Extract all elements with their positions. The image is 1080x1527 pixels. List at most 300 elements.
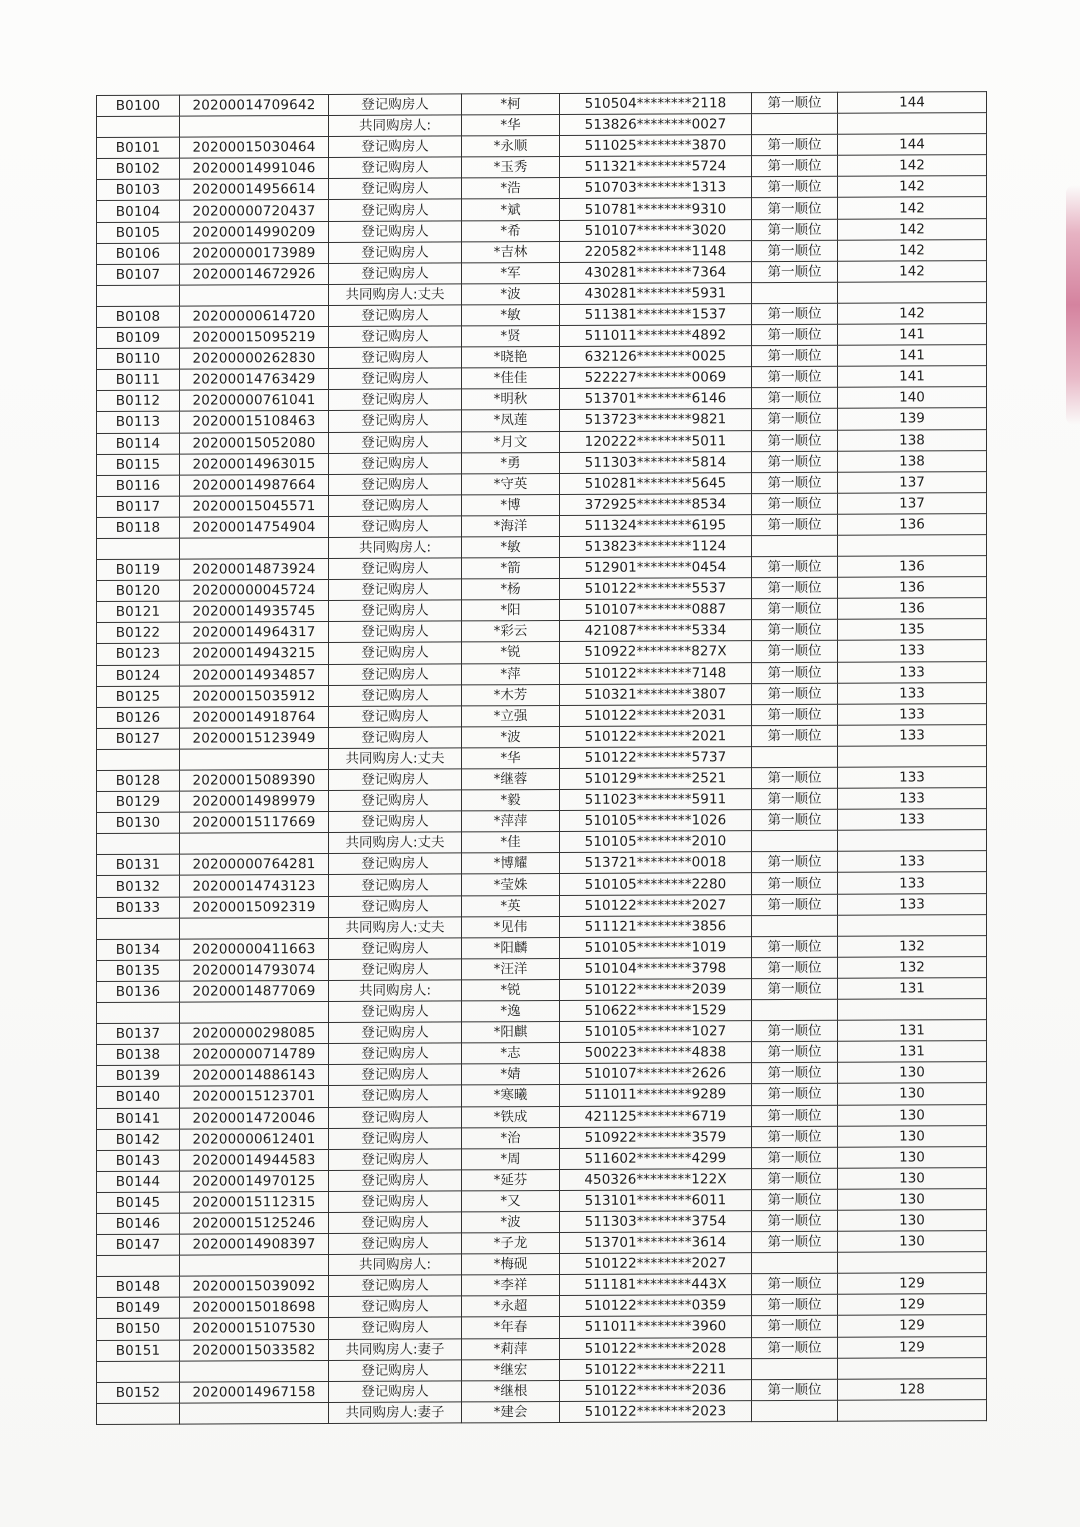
seq-no-cell: B0135 — [97, 960, 180, 981]
buyer-name-cell: *阳 — [462, 600, 560, 622]
score-cell — [838, 1399, 987, 1421]
buyer-name-cell: *华 — [462, 115, 560, 137]
registration-no-cell: 20200014944583 — [180, 1149, 329, 1171]
seq-no-cell — [97, 285, 180, 306]
seq-no-cell — [97, 116, 180, 137]
buyer-role-cell: 登记购房人 — [329, 1106, 462, 1128]
score-cell — [838, 746, 987, 768]
priority-cell — [752, 746, 838, 767]
buyer-ranking-table-wrap — [96, 91, 986, 1425]
priority-cell: 第一顺位 — [752, 451, 838, 472]
registration-no-cell: 20200014963015 — [180, 453, 329, 475]
seq-no-cell: B0149 — [97, 1297, 180, 1318]
registration-no-cell: 20200014709642 — [180, 94, 329, 116]
buyer-role-cell: 登记购房人 — [329, 242, 462, 264]
registration-no-cell — [180, 1255, 329, 1277]
priority-cell: 第一顺位 — [752, 388, 838, 409]
seq-no-cell: B0139 — [97, 1065, 180, 1086]
seq-no-cell: B0133 — [97, 897, 180, 918]
buyer-role-cell: 登记购房人 — [329, 516, 462, 538]
id-number-cell: 510122********2028 — [560, 1337, 752, 1359]
id-number-cell: 511321********5724 — [560, 156, 752, 178]
buyer-name-cell: *勇 — [462, 452, 560, 474]
priority-cell — [752, 113, 838, 134]
registration-no-cell: 20200014970125 — [180, 1170, 329, 1192]
score-cell: 140 — [838, 387, 987, 409]
buyer-role-cell: 共同购房人: — [329, 115, 462, 137]
seq-no-cell: B0104 — [97, 201, 180, 222]
score-cell: 142 — [838, 176, 987, 198]
priority-cell: 第一顺位 — [752, 198, 838, 219]
id-number-cell: 513823********1124 — [560, 536, 752, 558]
id-number-cell: 510122********2027 — [560, 1253, 752, 1275]
priority-cell: 第一顺位 — [752, 1189, 838, 1210]
buyer-name-cell: *月文 — [462, 431, 560, 453]
registration-no-cell: 20200014964317 — [180, 622, 329, 644]
score-cell — [838, 1357, 987, 1379]
id-number-cell: 513701********6146 — [560, 388, 752, 410]
seq-no-cell: B0120 — [97, 580, 180, 601]
priority-cell: 第一顺位 — [752, 430, 838, 451]
id-number-cell: 511324********6195 — [560, 515, 752, 537]
id-number-cell: 511181********443X — [560, 1274, 752, 1296]
score-cell: 142 — [838, 197, 987, 219]
priority-cell: 第一顺位 — [752, 219, 838, 240]
buyer-role-cell: 登记购房人 — [329, 1170, 462, 1192]
priority-cell: 第一顺位 — [752, 156, 838, 177]
seq-no-cell: B0136 — [97, 981, 180, 1002]
id-number-cell: 510781********9310 — [560, 198, 752, 220]
buyer-name-cell: *志 — [462, 1043, 560, 1065]
id-number-cell: 450326********122X — [560, 1168, 752, 1190]
buyer-role-cell: 共同购房人:丈夫 — [329, 832, 462, 854]
priority-cell: 第一顺位 — [752, 662, 838, 683]
buyer-name-cell: *英 — [462, 895, 560, 917]
registration-no-cell: 20200000298085 — [180, 1023, 329, 1045]
id-number-cell: 513701********3614 — [560, 1232, 752, 1254]
id-number-cell: 511011********3960 — [560, 1316, 752, 1338]
score-cell: 130 — [838, 1146, 987, 1168]
registration-no-cell: 20200014991046 — [180, 158, 329, 180]
priority-cell — [752, 1400, 838, 1421]
buyer-name-cell: *阳麟 — [462, 937, 560, 959]
id-number-cell: 510321********3807 — [560, 683, 752, 705]
seq-no-cell: B0144 — [97, 1171, 180, 1192]
buyer-name-cell: *箭 — [462, 558, 560, 580]
buyer-name-cell: *波 — [462, 1211, 560, 1233]
priority-cell: 第一顺位 — [752, 1105, 838, 1126]
buyer-name-cell: *杨 — [462, 579, 560, 601]
buyer-name-cell: *博耀 — [462, 853, 560, 875]
priority-cell: 第一顺位 — [752, 1126, 838, 1147]
id-number-cell: 510107********0887 — [560, 599, 752, 621]
id-number-cell: 510922********3579 — [560, 1126, 752, 1148]
buyer-role-cell: 登记购房人 — [329, 347, 462, 369]
id-number-cell: 510122********2031 — [560, 704, 752, 726]
seq-no-cell: B0113 — [97, 412, 180, 433]
registration-no-cell: 20200014886143 — [180, 1065, 329, 1087]
priority-cell: 第一顺位 — [752, 936, 838, 957]
id-number-cell: 510122********5737 — [560, 747, 752, 769]
score-cell — [838, 281, 987, 303]
seq-no-cell: B0111 — [97, 369, 180, 390]
id-number-cell: 522227********0069 — [560, 367, 752, 389]
buyer-name-cell: *佳佳 — [462, 368, 560, 390]
buyer-role-cell: 登记购房人 — [329, 495, 462, 517]
registration-no-cell — [180, 284, 329, 306]
buyer-name-cell: *敏 — [462, 536, 560, 558]
registration-no-cell: 20200014987664 — [180, 474, 329, 496]
score-cell: 142 — [838, 155, 987, 177]
buyer-name-cell: *继根 — [462, 1380, 560, 1402]
score-cell: 141 — [838, 324, 987, 346]
priority-cell: 第一顺位 — [752, 556, 838, 577]
priority-cell — [752, 915, 838, 936]
registration-no-cell: 20200014956614 — [180, 179, 329, 201]
buyer-role-cell: 登记购房人 — [329, 579, 462, 601]
seq-no-cell: B0127 — [97, 728, 180, 749]
buyer-role-cell: 共同购房人:丈夫 — [329, 284, 462, 306]
priority-cell: 第一顺位 — [752, 577, 838, 598]
id-number-cell: 510105********1019 — [560, 936, 752, 958]
seq-no-cell — [97, 749, 180, 770]
registration-no-cell: 20200014743123 — [180, 875, 329, 897]
id-number-cell: 511025********3870 — [560, 135, 752, 157]
score-cell: 144 — [838, 92, 987, 114]
score-cell: 130 — [838, 1210, 987, 1232]
seq-no-cell: B0100 — [97, 95, 180, 116]
score-cell: 138 — [838, 450, 987, 472]
buyer-role-cell: 登记购房人 — [329, 959, 462, 981]
buyer-role-cell: 登记购房人 — [329, 1043, 462, 1065]
score-cell: 136 — [838, 577, 987, 599]
registration-no-cell: 20200014793074 — [180, 959, 329, 981]
buyer-role-cell: 登记购房人 — [329, 136, 462, 158]
registration-no-cell: 20200015033582 — [180, 1339, 329, 1361]
buyer-name-cell: *波 — [462, 726, 560, 748]
buyer-name-cell: *凤莲 — [462, 410, 560, 432]
registration-no-cell — [180, 1002, 329, 1024]
registration-no-cell: 20200000045724 — [180, 580, 329, 602]
score-cell: 141 — [838, 345, 987, 367]
score-cell: 129 — [838, 1273, 987, 1295]
buyer-name-cell: *毅 — [462, 790, 560, 812]
buyer-name-cell: *又 — [462, 1190, 560, 1212]
score-cell: 136 — [838, 598, 987, 620]
score-cell: 133 — [838, 872, 987, 894]
buyer-name-cell: *婧 — [462, 1064, 560, 1086]
priority-cell: 第一顺位 — [752, 978, 838, 999]
registration-no-cell: 20200000173989 — [180, 242, 329, 264]
id-number-cell: 510504********2118 — [560, 93, 752, 115]
registration-no-cell: 20200015112315 — [180, 1191, 329, 1213]
buyer-name-cell: *海洋 — [462, 515, 560, 537]
buyer-name-cell: *贤 — [462, 326, 560, 348]
seq-no-cell: B0134 — [97, 939, 180, 960]
buyer-role-cell: 共同购房人:妻子 — [329, 1402, 462, 1424]
registration-no-cell: 20200015117669 — [180, 812, 329, 834]
score-cell: 136 — [838, 556, 987, 578]
priority-cell: 第一顺位 — [752, 788, 838, 809]
buyer-role-cell: 登记购房人 — [329, 727, 462, 749]
buyer-role-cell: 登记购房人 — [329, 1275, 462, 1297]
id-number-cell: 510107********2626 — [560, 1063, 752, 1085]
id-number-cell: 421125********6719 — [560, 1105, 752, 1127]
buyer-name-cell: *萍萍 — [462, 811, 560, 833]
priority-cell: 第一顺位 — [752, 1337, 838, 1358]
registration-no-cell: 20200000764281 — [180, 854, 329, 876]
id-number-cell: 510129********2521 — [560, 768, 752, 790]
priority-cell: 第一顺位 — [752, 1147, 838, 1168]
id-number-cell: 430281********7364 — [560, 261, 752, 283]
buyer-role-cell: 登记购房人 — [329, 1022, 462, 1044]
buyer-role-cell: 登记购房人 — [329, 220, 462, 242]
buyer-role-cell: 登记购房人 — [329, 1296, 462, 1318]
registration-no-cell — [180, 917, 329, 939]
priority-cell: 第一顺位 — [752, 493, 838, 514]
seq-no-cell: B0151 — [97, 1340, 180, 1361]
registration-no-cell — [180, 1360, 329, 1382]
id-number-cell: 372925********8534 — [560, 493, 752, 515]
seq-no-cell: B0126 — [97, 707, 180, 728]
score-cell: 130 — [838, 1104, 987, 1126]
registration-no-cell: 20200000720437 — [180, 200, 329, 222]
seq-no-cell: B0142 — [97, 1129, 180, 1150]
id-number-cell: 511303********5814 — [560, 451, 752, 473]
priority-cell: 第一顺位 — [752, 683, 838, 704]
priority-cell: 第一顺位 — [752, 472, 838, 493]
score-cell: 133 — [838, 640, 987, 662]
buyer-role-cell: 登记购房人 — [329, 94, 462, 116]
id-number-cell: 511602********4299 — [560, 1147, 752, 1169]
buyer-role-cell: 登记购房人 — [329, 1127, 462, 1149]
seq-no-cell: B0129 — [97, 791, 180, 812]
id-number-cell: 513826********0027 — [560, 114, 752, 136]
registration-no-cell: 20200015018698 — [180, 1297, 329, 1319]
seq-no-cell: B0114 — [97, 433, 180, 454]
score-cell: 131 — [838, 1020, 987, 1042]
seq-no-cell: B0117 — [97, 496, 180, 517]
buyer-role-cell: 登记购房人 — [329, 178, 462, 200]
buyer-role-cell: 登记购房人 — [329, 1064, 462, 1086]
id-number-cell: 510105********2280 — [560, 873, 752, 895]
id-number-cell: 510122********5537 — [560, 578, 752, 600]
seq-no-cell: B0141 — [97, 1108, 180, 1129]
score-cell: 133 — [838, 893, 987, 915]
buyer-role-cell: 共同购房人:妻子 — [329, 1338, 462, 1360]
buyer-role-cell: 登记购房人 — [329, 410, 462, 432]
id-number-cell: 510122********2211 — [560, 1358, 752, 1380]
priority-cell: 第一顺位 — [752, 704, 838, 725]
id-number-cell: 511303********3754 — [560, 1211, 752, 1233]
seq-no-cell — [97, 1403, 180, 1424]
id-number-cell: 510703********1313 — [560, 177, 752, 199]
priority-cell: 第一顺位 — [752, 725, 838, 746]
id-number-cell: 510922********827X — [560, 641, 752, 663]
registration-no-cell: 20200015089390 — [180, 769, 329, 791]
buyer-role-cell: 登记购房人 — [329, 558, 462, 580]
buyer-name-cell: *莉萍 — [462, 1338, 560, 1360]
seq-no-cell: B0108 — [97, 306, 180, 327]
buyer-role-cell: 登记购房人 — [329, 621, 462, 643]
id-number-cell: 510105********1027 — [560, 1021, 752, 1043]
buyer-name-cell: *年春 — [462, 1317, 560, 1339]
score-cell: 142 — [838, 260, 987, 282]
registration-no-cell: 20200015039092 — [180, 1276, 329, 1298]
buyer-role-cell: 登记购房人 — [329, 600, 462, 622]
score-cell — [838, 914, 987, 936]
seq-no-cell — [97, 833, 180, 854]
buyer-name-cell: *希 — [462, 220, 560, 242]
buyer-role-cell: 登记购房人 — [329, 305, 462, 327]
score-cell: 133 — [838, 682, 987, 704]
registration-no-cell: 20200015035912 — [180, 685, 329, 707]
buyer-name-cell: *立强 — [462, 705, 560, 727]
score-cell: 130 — [838, 1167, 987, 1189]
score-cell: 130 — [838, 1125, 987, 1147]
id-number-cell: 510122********2027 — [560, 894, 752, 916]
score-cell: 141 — [838, 366, 987, 388]
buyer-name-cell: *汪洋 — [462, 958, 560, 980]
registration-no-cell: 20200014763429 — [180, 369, 329, 391]
buyer-role-cell: 登记购房人 — [329, 263, 462, 285]
buyer-role-cell: 登记购房人 — [329, 1360, 462, 1382]
registration-no-cell: 20200014672926 — [180, 263, 329, 285]
score-cell: 131 — [838, 1041, 987, 1063]
buyer-name-cell: *彩云 — [462, 621, 560, 643]
id-number-cell: 500223********4838 — [560, 1042, 752, 1064]
buyer-role-cell: 共同购房人: — [329, 537, 462, 559]
seq-no-cell: B0125 — [97, 686, 180, 707]
id-number-cell: 511121********3856 — [560, 915, 752, 937]
priority-cell: 第一顺位 — [752, 261, 838, 282]
id-number-cell: 511381********1537 — [560, 304, 752, 326]
score-cell: 128 — [838, 1378, 987, 1400]
seq-no-cell: B0118 — [97, 517, 180, 538]
registration-no-cell: 20200014873924 — [180, 559, 329, 581]
buyer-role-cell: 登记购房人 — [329, 1381, 462, 1403]
registration-no-cell: 20200015092319 — [180, 896, 329, 918]
priority-cell: 第一顺位 — [752, 1168, 838, 1189]
registration-no-cell: 20200014877069 — [180, 980, 329, 1002]
buyer-name-cell: *梅砚 — [462, 1254, 560, 1276]
registration-no-cell: 20200014754904 — [180, 516, 329, 538]
priority-cell — [752, 282, 838, 303]
buyer-name-cell: *锐 — [462, 979, 560, 1001]
id-number-cell: 510122********0359 — [560, 1295, 752, 1317]
buyer-name-cell: *敏 — [462, 304, 560, 326]
buyer-name-cell: *守英 — [462, 473, 560, 495]
id-number-cell: 510122********2036 — [560, 1379, 752, 1401]
registration-no-cell — [180, 116, 329, 138]
registration-no-cell: 20200015095219 — [180, 327, 329, 349]
id-number-cell: 511023********5911 — [560, 789, 752, 811]
buyer-name-cell: *永顺 — [462, 136, 560, 158]
priority-cell — [752, 535, 838, 556]
buyer-name-cell: *子龙 — [462, 1233, 560, 1255]
id-number-cell: 511011********9289 — [560, 1084, 752, 1106]
buyer-role-cell: 登记购房人 — [329, 642, 462, 664]
buyer-role-cell: 登记购房人 — [329, 853, 462, 875]
score-cell: 130 — [838, 1083, 987, 1105]
id-number-cell: 513101********6011 — [560, 1190, 752, 1212]
score-cell — [838, 1252, 987, 1274]
buyer-name-cell: *军 — [462, 262, 560, 284]
registration-no-cell — [180, 833, 329, 855]
registration-no-cell: 20200014967158 — [180, 1381, 329, 1403]
seq-no-cell: B0123 — [97, 644, 180, 665]
score-cell: 133 — [838, 661, 987, 683]
id-number-cell: 632126********0025 — [560, 346, 752, 368]
buyer-role-cell: 登记购房人 — [329, 938, 462, 960]
buyer-name-cell: *永超 — [462, 1296, 560, 1318]
registration-no-cell: 20200014908397 — [180, 1234, 329, 1256]
score-cell: 135 — [838, 619, 987, 641]
id-number-cell: 510105********1026 — [560, 810, 752, 832]
priority-cell: 第一顺位 — [752, 1379, 838, 1400]
registration-no-cell: 20200015107530 — [180, 1318, 329, 1340]
buyer-role-cell: 登记购房人 — [329, 431, 462, 453]
buyer-name-cell: *斌 — [462, 199, 560, 221]
buyer-name-cell: *阳麒 — [462, 1022, 560, 1044]
seq-no-cell — [97, 1361, 180, 1382]
buyer-role-cell: 登记购房人 — [329, 769, 462, 791]
priority-cell: 第一顺位 — [752, 894, 838, 915]
seq-no-cell: B0109 — [97, 327, 180, 348]
priority-cell: 第一顺位 — [752, 641, 838, 662]
priority-cell: 第一顺位 — [752, 1020, 838, 1041]
buyer-role-cell: 共同购房人:丈夫 — [329, 748, 462, 770]
id-number-cell: 510122********2021 — [560, 725, 752, 747]
seq-no-cell: B0152 — [97, 1382, 180, 1403]
seq-no-cell: B0130 — [97, 812, 180, 833]
buyer-name-cell: *晓艳 — [462, 347, 560, 369]
score-cell: 137 — [838, 471, 987, 493]
seq-no-cell: B0105 — [97, 222, 180, 243]
seq-no-cell: B0110 — [97, 348, 180, 369]
id-number-cell: 510107********3020 — [560, 219, 752, 241]
seq-no-cell — [97, 1002, 180, 1023]
buyer-name-cell: *莹姝 — [462, 874, 560, 896]
seq-no-cell: B0140 — [97, 1087, 180, 1108]
priority-cell: 第一顺位 — [752, 1210, 838, 1231]
buyer-role-cell: 登记购房人 — [329, 685, 462, 707]
seq-no-cell: B0121 — [97, 601, 180, 622]
seq-no-cell: B0128 — [97, 770, 180, 791]
priority-cell: 第一顺位 — [752, 873, 838, 894]
id-number-cell: 510122********2023 — [560, 1400, 752, 1422]
id-number-cell: 513721********0018 — [560, 852, 752, 874]
score-cell: 130 — [838, 1062, 987, 1084]
buyer-role-cell: 登记购房人 — [329, 663, 462, 685]
score-cell — [838, 113, 987, 135]
buyer-ranking-table — [96, 91, 987, 1425]
priority-cell: 第一顺位 — [752, 767, 838, 788]
id-number-cell: 510281********5645 — [560, 472, 752, 494]
seq-no-cell: B0145 — [97, 1192, 180, 1213]
buyer-role-cell: 登记购房人 — [329, 326, 462, 348]
id-number-cell: 512901********0454 — [560, 557, 752, 579]
score-cell: 139 — [838, 408, 987, 430]
priority-cell: 第一顺位 — [752, 1274, 838, 1295]
score-cell: 131 — [838, 978, 987, 1000]
buyer-role-cell: 登记购房人 — [329, 157, 462, 179]
priority-cell: 第一顺位 — [752, 599, 838, 620]
priority-cell: 第一顺位 — [752, 366, 838, 387]
seq-no-cell: B0150 — [97, 1319, 180, 1340]
buyer-name-cell: *延芬 — [462, 1169, 560, 1191]
buyer-name-cell: *锐 — [462, 642, 560, 664]
